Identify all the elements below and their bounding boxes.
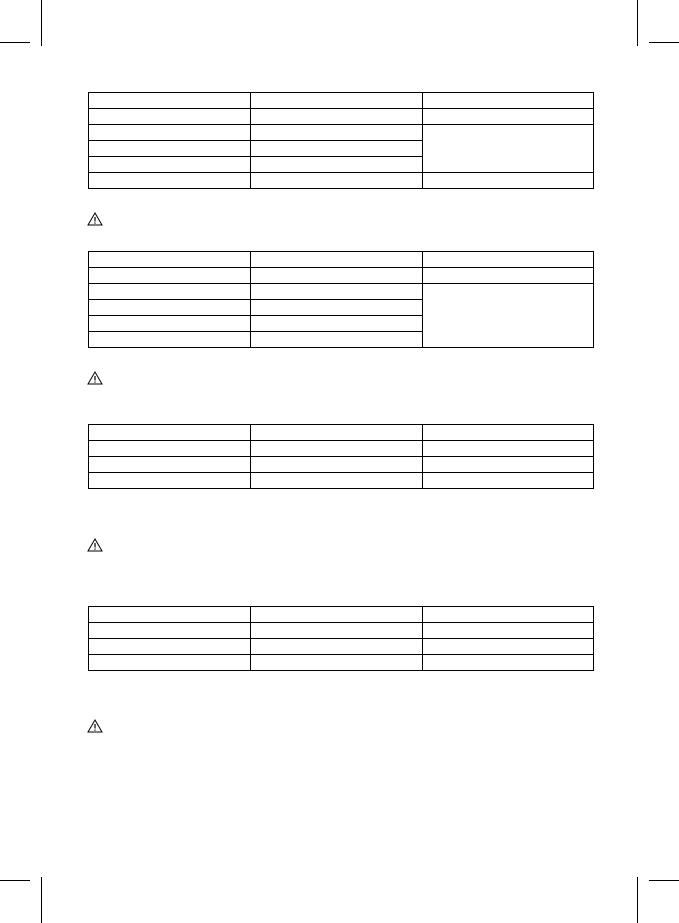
warning-triangle-icon xyxy=(87,371,103,385)
spec-table-3 xyxy=(88,424,594,489)
table-cell xyxy=(423,623,594,639)
table-cell xyxy=(251,173,423,189)
warning-triangle-icon xyxy=(87,212,103,226)
table-row xyxy=(89,425,594,441)
table-cell xyxy=(89,284,251,300)
table-row xyxy=(89,655,594,671)
table-row xyxy=(89,268,594,284)
crop-mark-bottom-left-h xyxy=(0,880,30,881)
table-row xyxy=(89,623,594,639)
table-row xyxy=(89,441,594,457)
table-cell xyxy=(89,457,251,473)
table-cell xyxy=(251,441,423,457)
table-cell xyxy=(89,141,251,157)
table-cell xyxy=(423,173,594,189)
table-row xyxy=(89,93,594,109)
crop-mark-top-left-v xyxy=(41,0,42,46)
table-cell xyxy=(251,109,423,125)
warning-triangle-icon xyxy=(87,538,103,552)
table-cell xyxy=(89,109,251,125)
table-cell xyxy=(89,607,251,623)
table-row xyxy=(89,457,594,473)
table-cell xyxy=(423,93,594,109)
table-cell xyxy=(251,623,423,639)
spec-table-1 xyxy=(88,92,594,189)
table-cell xyxy=(251,425,423,441)
crop-mark-bottom-right-v xyxy=(637,877,638,923)
spec-table-4 xyxy=(88,606,594,671)
table-cell xyxy=(251,655,423,671)
table-cell xyxy=(251,457,423,473)
table-cell xyxy=(89,157,251,173)
table-row xyxy=(89,252,594,268)
table-cell xyxy=(251,473,423,489)
table-cell xyxy=(423,252,594,268)
table-cell xyxy=(89,252,251,268)
table-cell xyxy=(423,457,594,473)
crop-mark-top-right-v xyxy=(637,0,638,46)
table-merged-cell xyxy=(423,284,594,348)
table-cell xyxy=(423,607,594,623)
table-cell xyxy=(89,332,251,348)
table-merged-cell xyxy=(423,125,594,173)
crop-mark-top-right-h xyxy=(649,42,679,43)
spec-table-2 xyxy=(88,251,594,348)
crop-mark-top-left-h xyxy=(0,42,30,43)
table-cell xyxy=(423,473,594,489)
table-cell xyxy=(423,268,594,284)
table-cell xyxy=(251,300,423,316)
table-cell xyxy=(251,639,423,655)
table-cell xyxy=(251,607,423,623)
table-cell xyxy=(423,639,594,655)
table-cell xyxy=(89,639,251,655)
table-cell xyxy=(89,125,251,141)
table-cell xyxy=(89,655,251,671)
table-row xyxy=(89,473,594,489)
table-cell xyxy=(89,173,251,189)
table-cell xyxy=(89,316,251,332)
table-cell xyxy=(251,284,423,300)
crop-mark-bottom-right-h xyxy=(649,880,679,881)
table-cell xyxy=(251,316,423,332)
table-cell xyxy=(89,268,251,284)
table-cell xyxy=(89,93,251,109)
table-row xyxy=(89,173,594,189)
table-cell xyxy=(89,473,251,489)
table-cell xyxy=(251,252,423,268)
warning-triangle-icon xyxy=(87,719,103,733)
table-cell xyxy=(89,623,251,639)
table-cell xyxy=(89,300,251,316)
table-cell xyxy=(251,141,423,157)
table-cell xyxy=(251,157,423,173)
table-cell xyxy=(251,332,423,348)
table-row xyxy=(89,125,594,141)
table-cell xyxy=(423,425,594,441)
table-row xyxy=(89,639,594,655)
table-cell xyxy=(89,441,251,457)
table-cell xyxy=(423,109,594,125)
crop-mark-bottom-left-v xyxy=(41,877,42,923)
table-cell xyxy=(251,93,423,109)
table-cell xyxy=(423,441,594,457)
table-row xyxy=(89,607,594,623)
table-cell xyxy=(251,268,423,284)
table-row xyxy=(89,109,594,125)
table-cell xyxy=(251,125,423,141)
table-cell xyxy=(423,655,594,671)
table-cell xyxy=(89,425,251,441)
table-row xyxy=(89,284,594,300)
